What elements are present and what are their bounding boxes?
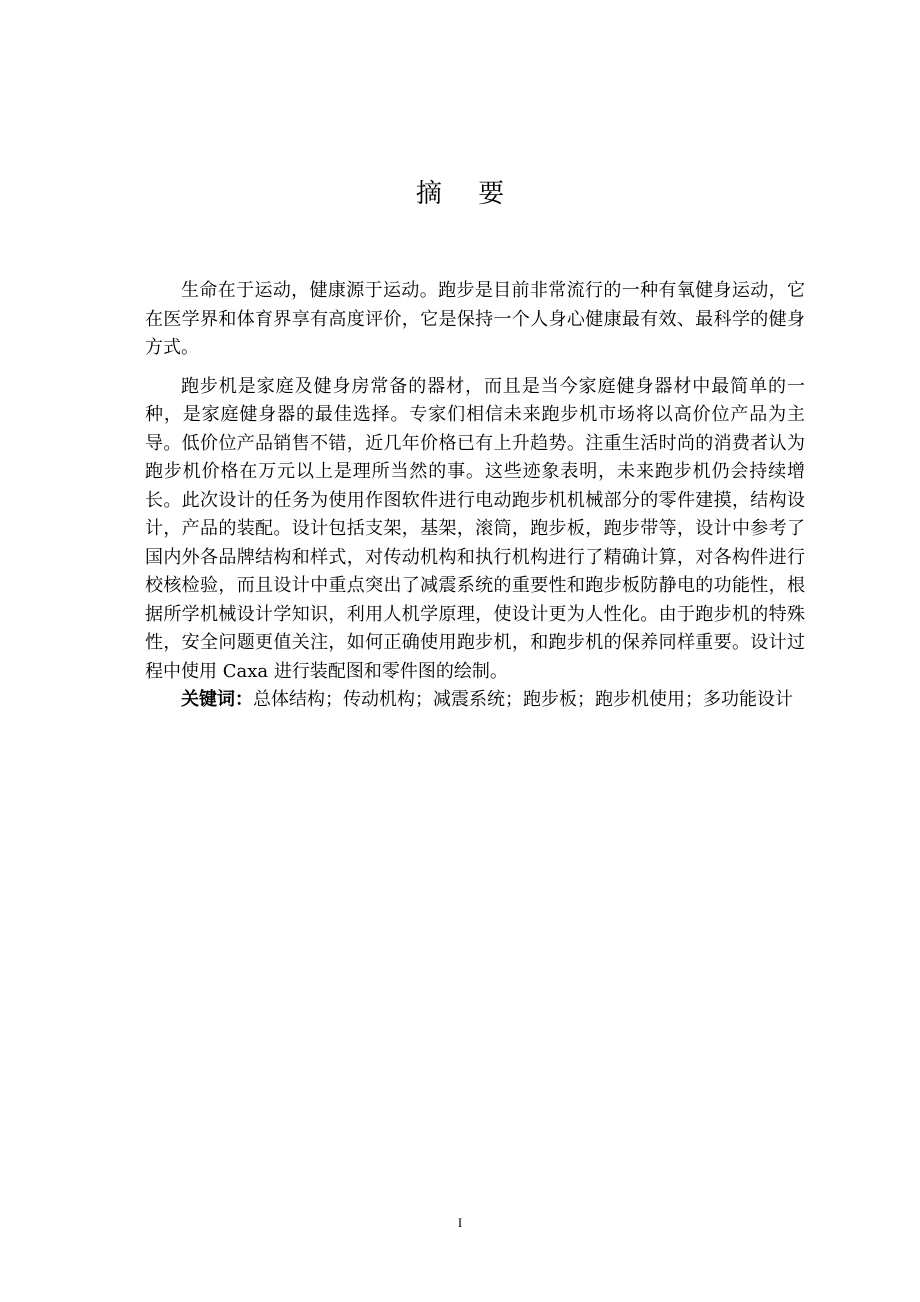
abstract-body xyxy=(145,277,805,715)
keywords-text: 总体结构；传动机构；减震系统；跑步板；跑步机使用；多功能设计 xyxy=(253,689,793,710)
abstract-paragraph-2: 跑步机是家庭及健身房常备的器材，而且是当今家庭健身器材中最简单的一种，是家庭健身器的最佳选择。专家们相信未来跑步机市场将以高价位产品为主导。低价位产品销售不错，近几年价格已有上升趋势。注重生活时尚的消费者认为跑步机价格在万元以上是理所当然的事。这些迹象表明，未来跑步机仍会持续增长。此次设计的任务为使用作图软件进行电动跑步机机械部分的零件建摸，结构设计，产品的装配。设计包括支架，基架，滚筒，跑步板，跑步带等，设计中参考了国内外各品牌结构和样式，对传动机构和执行机构进行了精确计算，对各构件进行校核检验，而且设计中重点突出了减震系统的重要性和跑步板防静电的功能性，根据所学机械设计学知识，利用人机学原理，使设计更为人性化。由于跑步机的特殊性，安全问题更值关注，如何正确使用跑步机，和跑步机的保养同样重要。设计过程中使用 Caxa 进行装配图和零件图的绘制。 xyxy=(145,375,805,682)
page-title: 摘 要 xyxy=(415,179,519,209)
page-number: I xyxy=(457,1215,463,1230)
keywords-label: 关键词： xyxy=(181,689,253,710)
keywords-line xyxy=(145,686,805,715)
abstract-paragraph-1: 生命在于运动，健康源于运动。跑步是目前非常流行的一种有氧健身运动，它在医学界和体育界享有高度评价，它是保持一个人身心健康最有效、最科学的健身方式。 xyxy=(145,280,805,358)
